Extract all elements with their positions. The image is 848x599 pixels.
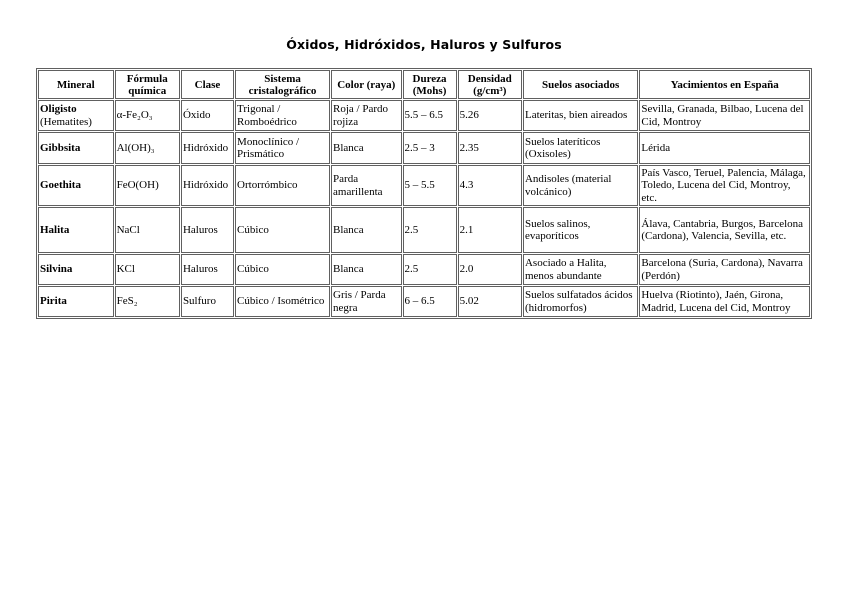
suelos-cell: Suelos sulfatados ácidos (hidromorfos) (523, 286, 638, 317)
header-clase: Clase (181, 70, 234, 99)
color-cell: Roja / Pardo rojiza (331, 100, 401, 131)
mineral-name: Silvina (40, 263, 73, 276)
clase-cell: Óxido (181, 100, 234, 131)
sistema-cell: Monoclínico / Prismático (235, 132, 330, 164)
suelos-cell: Asociado a Halita, menos abundante (523, 254, 638, 285)
formula-cell: Al(OH)₃ (115, 132, 180, 164)
densidad-cell: 4.3 (458, 165, 522, 206)
mineral-name: Halita (40, 223, 70, 236)
densidad-cell: 2.35 (458, 132, 522, 164)
header-color: Color (raya) (331, 70, 401, 99)
yacimientos-cell: Lérida (639, 132, 810, 164)
yacimientos-cell: Barcelona (Suria, Cardona), Navarra (Perdón) (639, 254, 810, 285)
suelos-cell: Suelos salinos, evaporíticos (523, 207, 638, 253)
suelos-cell: Lateritas, bien aireados (523, 100, 638, 131)
mineral-name: Goethita (40, 179, 81, 192)
dureza-cell: 6 – 6.5 (403, 286, 457, 317)
sistema-cell: Ortorrómbico (235, 165, 330, 206)
dureza-cell: 5 – 5.5 (403, 165, 457, 206)
mineral-name: Oligisto (40, 103, 77, 115)
minerals-table (36, 68, 812, 319)
yacimientos-cell: País Vasco, Teruel, Palencia, Málaga, Toledo, Lucena del Cid, Montroy, etc. (639, 165, 810, 206)
clase-cell: Haluros (181, 254, 234, 285)
clase-cell: Hidróxido (181, 132, 234, 164)
yacimientos-cell: Álava, Cantabria, Burgos, Barcelona (Cardona), Valencia, Sevilla, etc. (639, 207, 810, 253)
table-row (38, 207, 810, 253)
table-row (38, 254, 810, 285)
dureza-cell: 2.5 – 3 (403, 132, 457, 164)
formula-cell: NaCl (115, 207, 180, 253)
header-densidad: Densidad (g/cm³) (458, 70, 522, 99)
formula-cell: KCl (115, 254, 180, 285)
sistema-cell: Trigonal / Romboédrico (235, 100, 330, 131)
mineral-name: Gibbsita (40, 141, 81, 154)
color-cell: Gris / Parda negra (331, 286, 401, 317)
dureza-cell: 2.5 (403, 254, 457, 285)
sistema-cell: Cúbico (235, 254, 330, 285)
yacimientos-cell: Huelva (Riotinto), Jaén, Girona, Madrid, Lucena del Cid, Montroy (639, 286, 810, 317)
mineral-name: Pirita (40, 295, 67, 308)
densidad-cell: 5.02 (458, 286, 522, 317)
header-row (38, 70, 810, 99)
mineral-alt-name: (Hematites) (40, 115, 92, 128)
densidad-cell: 5.26 (458, 100, 522, 131)
densidad-cell: 2.1 (458, 207, 522, 253)
mineral-cell (38, 254, 114, 285)
mineral-cell (38, 100, 114, 131)
clase-cell: Haluros (181, 207, 234, 253)
dureza-cell: 2.5 (403, 207, 457, 253)
table-row (38, 286, 810, 317)
mineral-cell (38, 132, 114, 164)
formula-cell: α-Fe₂O₃ (115, 100, 180, 131)
header-suelos: Suelos asociados (523, 70, 638, 99)
suelos-cell: Andisoles (material volcánico) (523, 165, 638, 206)
header-dureza: Dureza (Mohs) (403, 70, 457, 99)
header-sistema: Sistema cristalográfico (235, 70, 330, 99)
sistema-cell: Cúbico (235, 207, 330, 253)
clase-cell: Hidróxido (181, 165, 234, 206)
densidad-cell: 2.0 (458, 254, 522, 285)
color-cell: Blanca (331, 132, 401, 164)
table-row (38, 165, 810, 206)
table-row (38, 132, 810, 164)
header-formula: Fórmula química (115, 70, 180, 99)
yacimientos-cell: Sevilla, Granada, Bilbao, Lucena del Cid, Montroy (639, 100, 810, 131)
formula-cell: FeO(OH) (115, 165, 180, 206)
clase-cell: Sulfuro (181, 286, 234, 317)
formula-cell: FeS₂ (115, 286, 180, 317)
mineral-cell (38, 165, 114, 206)
mineral-cell (38, 286, 114, 317)
page-title: Óxidos, Hidróxidos, Haluros y Sulfuros (286, 37, 562, 52)
suelos-cell: Suelos lateríticos (Oxisoles) (523, 132, 638, 164)
dureza-cell: 5.5 – 6.5 (403, 100, 457, 131)
mineral-cell (38, 207, 114, 253)
color-cell: Blanca (331, 254, 401, 285)
header-yacimientos: Yacimientos en España (639, 70, 810, 99)
color-cell: Parda amarillenta (331, 165, 401, 206)
color-cell: Blanca (331, 207, 401, 253)
header-mineral: Mineral (38, 70, 114, 99)
table-row (38, 100, 810, 131)
sistema-cell: Cúbico / Isométrico (235, 286, 330, 317)
